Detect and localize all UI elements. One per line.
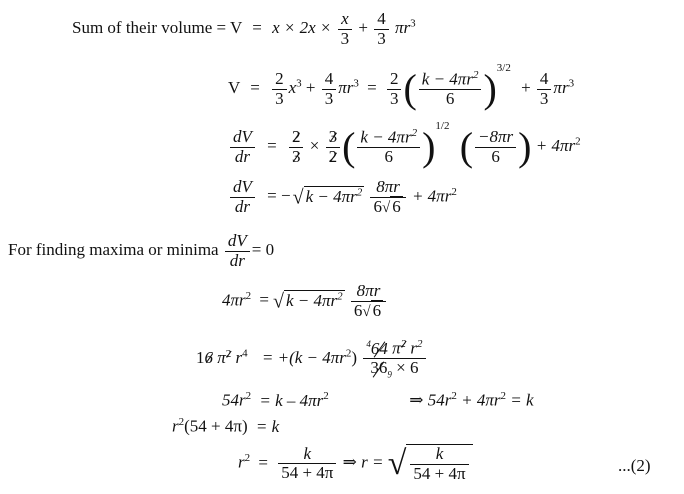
implies-term: ⇒ 54r [409,390,452,410]
radical-sign: √ [381,200,391,217]
left-paren: ( [342,124,356,170]
pi: π [217,348,226,368]
exponent: 2 [245,289,252,302]
fraction-k-minus-over-6 [357,127,420,167]
cancelled-fraction-2-over-3 [289,128,304,166]
square-root [388,444,473,483]
numerator: 2 [272,70,287,90]
lhs-term: 4πr [222,290,246,310]
exponent: 3 [568,77,575,90]
fraction-k-over-54plus4pi [410,445,468,483]
denominator [351,302,386,321]
cancelled-denominator: 36 [370,358,388,378]
radicand-text: k − 4πr [305,186,357,206]
denominator: 3 [377,28,386,48]
fraction-4-over-3 [374,10,389,48]
denominator: 3 [389,88,399,108]
line-simplify [222,390,534,411]
power: 1/2 [435,120,450,132]
fraction-4-over-3 [322,70,337,108]
line-result [238,444,473,483]
cancelled-denominator: 3 [291,146,301,166]
radical-sign: √ [387,445,407,483]
pi-r-term: πr [394,18,411,38]
exponent: 2 [244,451,251,464]
equals-minus: = − [267,186,291,206]
exponent: 2 [451,185,457,198]
cancelled-digit: 6 [204,348,213,368]
left-paren: ( [459,124,474,170]
factor: (54 + 4π) [184,416,248,436]
line-maxima-condition [8,232,274,270]
right-paren: ) [422,124,436,170]
implies-r: ⇒ r = [342,452,384,472]
exponent: 2 [451,390,457,402]
fraction-minus-8pir-over-6 [475,128,516,166]
plus: + [305,78,316,97]
right-paren: ) [518,124,532,170]
denominator: 6 [384,147,393,167]
denominator: 54 + 4π [281,463,334,483]
fraction-cancelled [363,338,425,381]
pi: π [392,338,401,358]
denominator: 6 [445,89,455,109]
line-squared [196,338,428,381]
numerator-text: k − 4πr [421,69,473,89]
cancelled-exponent: 2 [400,338,407,350]
exponent: 2 [178,416,185,428]
small-factor: 4 [366,339,371,349]
equals: = [267,136,277,155]
numerator [357,127,420,148]
rhs-term: = k – 4πr [259,390,324,410]
numerator: 4 [374,10,389,30]
numerator: dV [225,232,250,252]
exponent: 3 [353,77,359,90]
denominator: 3 [275,88,284,108]
fraction-2-over-3 [387,70,402,108]
exponent: 2 [345,347,352,360]
cancelled-fraction-3-over-2 [326,128,341,166]
radicand [284,290,345,310]
cancelled-numerator: 3 [328,126,338,146]
numerator: −8πr [475,128,516,148]
numerator: k [278,445,336,465]
denominator-coeff: 6 [353,300,363,320]
exponent: 4 [242,347,248,360]
line-volume-expanded [228,62,575,112]
denominator-coeff: 6 [373,196,382,216]
pi-r-term: πr [338,78,354,97]
r: r [172,416,179,436]
fraction-k-minus-over-6 [419,69,482,109]
volume-label: Sum of their volume = V [72,18,242,38]
equals: = [259,290,269,310]
fraction-dV-dr [225,232,250,270]
radical-sign: √ [272,290,284,313]
exponent: 3 [296,77,302,90]
denominator: 6 [491,146,500,166]
radicand-text: k − 4πr [285,290,338,310]
fraction-k-over-54plus4pi [278,445,336,483]
exponent: 2 [356,185,363,198]
equation-tag: ...(2) [618,456,651,475]
r: r [238,452,245,472]
exponent: 2 [245,390,252,402]
x-term: x [288,78,297,97]
exponent: 2 [500,390,507,402]
r: r [235,348,243,368]
cancelled-numerator: 64 [370,338,388,358]
denominator: 54 + 4π [413,463,466,483]
line-derivative-2 [228,178,457,217]
fraction-dV-dr [230,178,255,216]
equals: = [367,78,377,97]
cancelled-numerator: 2 [291,126,301,146]
numerator [363,338,425,359]
equals-k: = k [510,390,534,410]
radicand: 6 [372,301,382,321]
line-factor [172,416,279,437]
radical-sign: √ [362,304,371,321]
fraction-x-over-3 [338,10,353,48]
line-derivative-1 [228,120,581,170]
cancelled-exponent: 2 [225,347,232,360]
r: r [410,338,417,358]
fraction-dV-dr [230,128,255,166]
numerator-text: k − 4πr [360,127,412,147]
cancelled-denominator: 2 [328,146,338,166]
equals-zero: = 0 [251,240,275,260]
fraction-8pir-over-6root6 [370,178,405,217]
numerator: x [338,10,353,30]
line-equate [222,282,388,321]
numerator [419,69,482,90]
exponent: 2 [417,338,423,350]
exponent: 3 [410,17,416,30]
condition-label: For finding maxima or minima [8,240,219,260]
exponent: 2 [575,135,581,148]
radicand: 6 [392,197,401,217]
pi-r-term: πr [553,78,569,97]
equals: = [250,78,260,97]
radical-sign: √ [292,186,304,209]
fraction-8pir-over-6root6 [351,282,386,321]
numerator: 8πr [370,178,405,198]
numerator: 4 [322,70,337,90]
denominator: dr [229,250,245,270]
plus-term: + 4πr [461,390,501,410]
denominator [370,198,405,217]
fraction-4-over-3 [537,70,552,108]
fraction-2-over-3 [272,70,287,108]
numerator: dV [230,178,255,198]
square-root [293,186,365,209]
rhs-factor: = +(k − 4πr [261,348,346,368]
lhs-term: 54r [222,390,246,410]
coeff-digit: 1 [196,348,205,368]
plus: + [358,18,368,38]
exponent: 2 [411,127,418,140]
numerator: 8πr [351,282,386,302]
exponent: 2 [323,390,329,402]
denominator: 3 [340,28,350,48]
lhs-V: V [228,78,240,97]
numerator: 4 [537,70,552,90]
numerator: dV [230,128,255,148]
denominator: 3 [324,88,334,108]
denominator: 3 [539,88,549,108]
equals-k: = k [255,416,280,436]
equals: = [252,18,262,38]
right-paren: ) [483,66,497,112]
left-paren: ( [403,66,417,112]
exponent: 2 [472,69,479,82]
denominator: dr [234,197,250,217]
times-6: × 6 [396,358,419,378]
tail-term: + 4πr [535,136,576,155]
line-volume-sum [72,10,416,48]
radicand [304,186,365,206]
exponent: 2 [337,289,343,302]
power: 3/2 [496,62,511,74]
equals: = [258,452,268,472]
times: × [309,136,320,155]
small-factor: 9 [387,369,392,380]
numerator: k [410,445,468,465]
close-paren: ) [351,348,358,368]
square-root [273,290,345,313]
denominator: dr [234,146,250,166]
numerator: 2 [387,70,402,90]
denominator [363,359,425,380]
product-term: x × 2x × [272,18,332,38]
tail-term: + 4πr [411,186,452,206]
plus: + [521,78,531,97]
